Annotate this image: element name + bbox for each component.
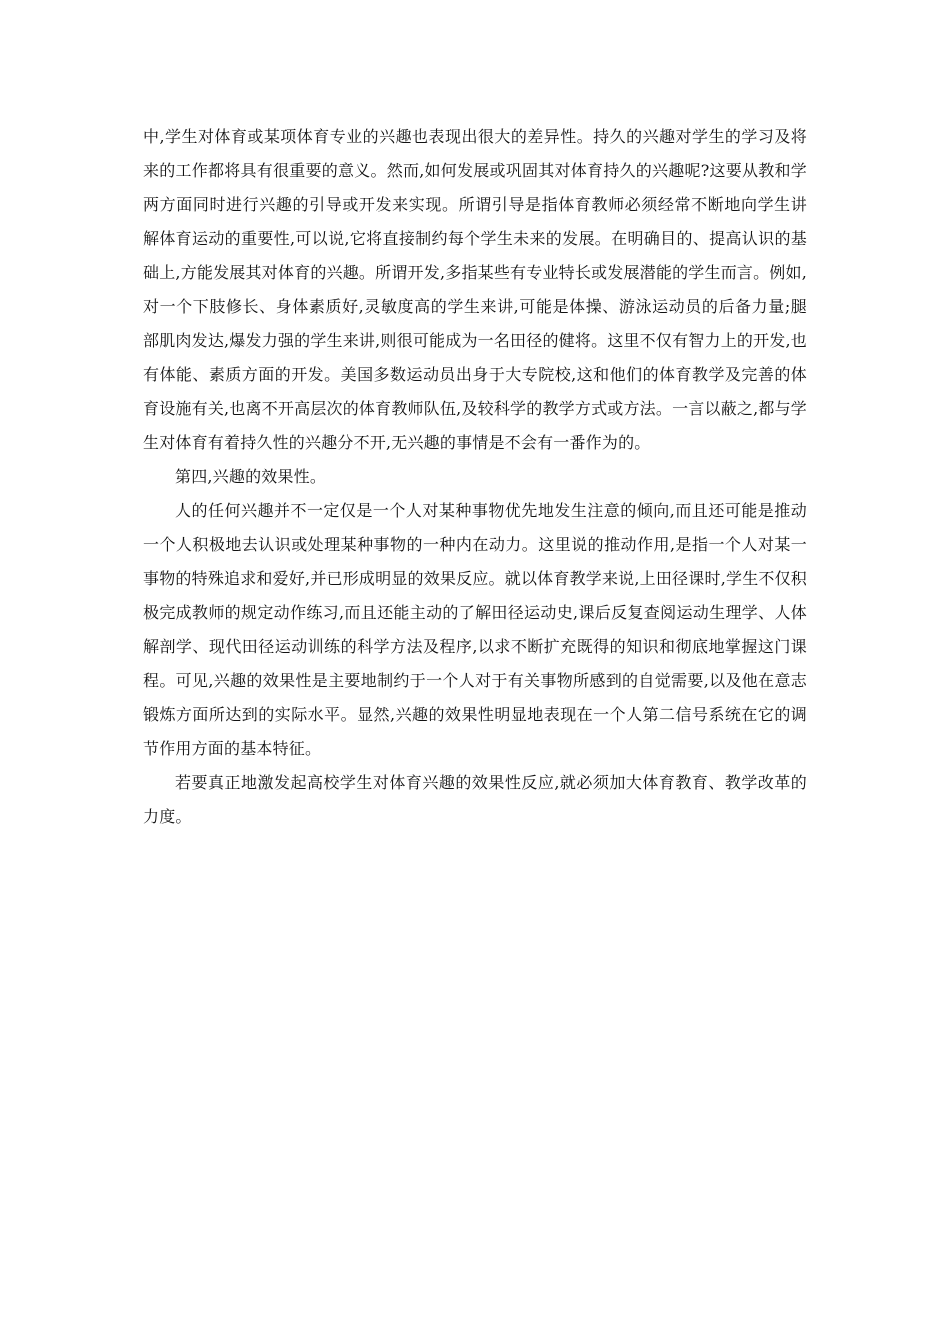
body-paragraph-continued: 中,学生对体育或某项体育专业的兴趣也表现出很大的差异性。持久的兴趣对学生的学习及将来的工作都将具有很重要的意义。然而,如何发展或巩固其对体育持久的兴趣呢?这要从教和学两方面同时进行兴趣的引导或开发来实现。所谓引导是指体育教师必须经常不断地向学生讲解体育运动的重要性,可以说,它将直接制约每个学生未来的发展。在明确目的、提高认识的基础上,方能发展其对体育的兴趣。所谓开发,多指某些有专业特长或发展潜能的学生而言。例如,对一个下肢修长、身体素质好,灵敏度高的学生来讲,可能是体操、游泳运动员的后备力量;腿部肌肉发达,爆发力强的学生来讲,则很可能成为一名田径的健将。这里不仅有智力上的开发,也有体能、素质方面的开发。美国多数运动员出身于大专院校,这和他们的体育教学及完善的体育设施有关,也离不开高层次的体育教师队伍,及较科学的教学方式或方法。一言以蔽之,都与学生对体育有着持久性的兴趣分不开,无兴趣的事情是不会有一番作为的。 — [143, 127, 807, 452]
body-paragraph: 若要真正地激发起高校学生对体育兴趣的效果性反应,就必须加大体育教育、教学改革的力度。 — [143, 773, 807, 826]
body-paragraph: 人的任何兴趣并不一定仅是一个人对某种事物优先地发生注意的倾向,而且还可能是推动一个人积极地去认识或处理某种事物的一种内在动力。这里说的推动作用,是指一个人对某一事物的特殊追求和爱好,并已形成明显的效果反应。就以体育教学来说,上田径课时,学生不仅积极完成教师的规定动作练习,而且还能主动的了解田径运动史,课后反复查阅运动生理学、人体解剖学、现代田径运动训练的科学方法及程序,以求不断扩充既得的知识和彻底地掌握这门课程。可见,兴趣的效果性是主要地制约于一个人对于有关事物所感到的自觉需要,以及他在意志锻炼方面所达到的实际水平。显然,兴趣的效果性明显地表现在一个人第二信号系统在它的调节作用方面的基本特征。 — [143, 501, 807, 758]
document-body — [143, 120, 807, 834]
section-heading-fourth: 第四,兴趣的效果性。 — [175, 467, 327, 486]
